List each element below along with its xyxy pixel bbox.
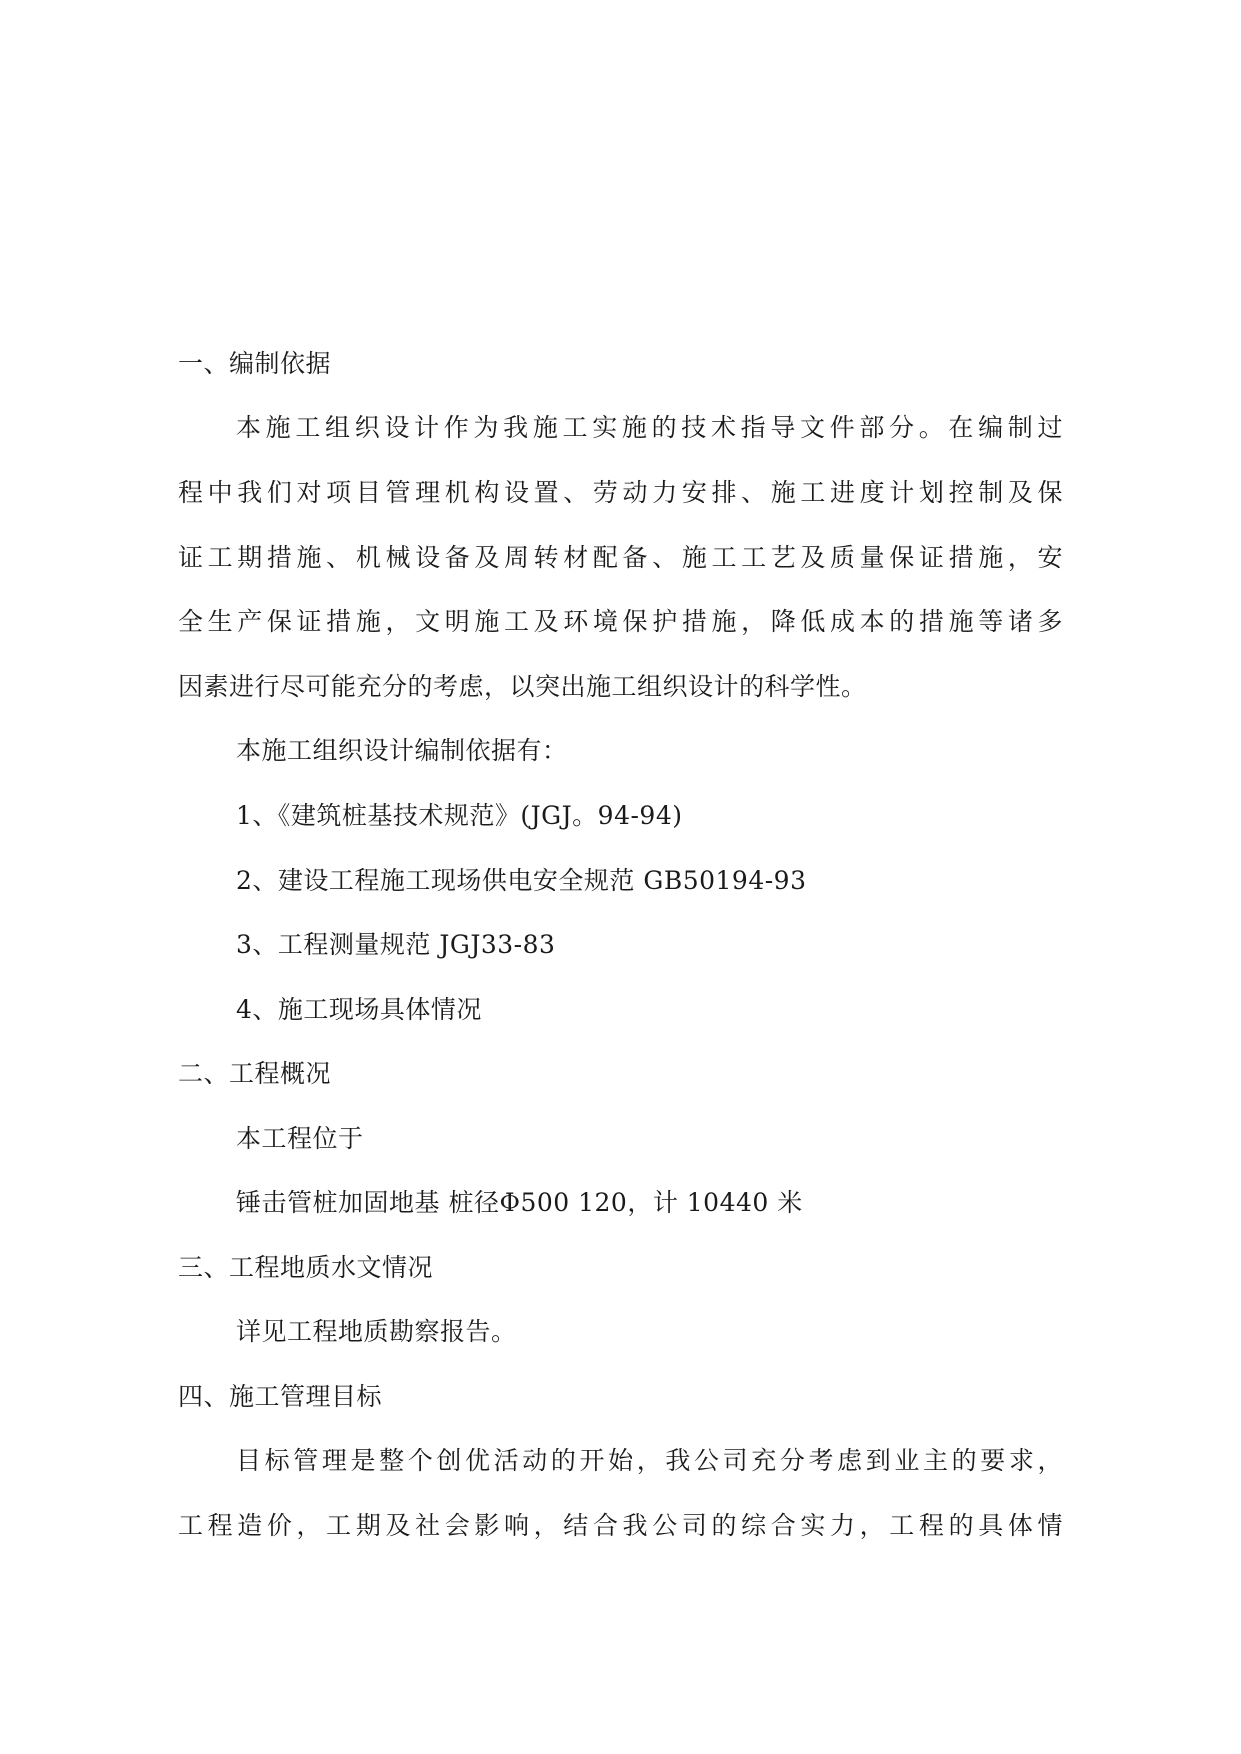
list-item: 2、建设工程施工现场供电安全规范 GB50194-93 bbox=[236, 866, 807, 895]
section-heading-3: 三、工程地质水文情况 bbox=[178, 1253, 434, 1282]
paragraph-line: 目标管理是整个创优活动的开始，我公司充分考虑到业主的要求， bbox=[236, 1446, 1063, 1475]
list-item: 3、工程测量规范 JGJ33-83 bbox=[236, 930, 556, 959]
paragraph-line: 详见工程地质勘察报告。 bbox=[236, 1317, 517, 1346]
paragraph-line: 本工程位于 bbox=[236, 1124, 364, 1153]
paragraph-line: 证工期措施、机械设备及周转材配备、施工工艺及质量保证措施，安 bbox=[178, 543, 1063, 572]
section-heading-2: 二、工程概况 bbox=[178, 1059, 332, 1088]
paragraph-line: 本施工组织设计作为我施工实施的技术指导文件部分。在编制过 bbox=[236, 413, 1063, 442]
paragraph-line: 程中我们对项目管理机构设置、劳动力安排、施工进度计划控制及保 bbox=[178, 478, 1063, 507]
paragraph-line: 锤击管桩加固地基 桩径Φ500 120，计 10440 米 bbox=[236, 1188, 803, 1217]
list-item: 4、施工现场具体情况 bbox=[236, 995, 482, 1024]
paragraph-line: 本施工组织设计编制依据有： bbox=[236, 736, 568, 765]
paragraph-line: 全生产保证措施，文明施工及环境保护措施，降低成本的措施等诸多 bbox=[178, 607, 1063, 636]
section-heading-1: 一、编制依据 bbox=[178, 349, 332, 378]
paragraph-line: 因素进行尽可能充分的考虑，以突出施工组织设计的科学性。 bbox=[178, 672, 867, 701]
paragraph-line: 工程造价，工期及社会影响，结合我公司的综合实力，工程的具体情 bbox=[178, 1511, 1063, 1540]
section-heading-4: 四、施工管理目标 bbox=[178, 1382, 383, 1411]
list-item: 1、《建筑桩基技术规范》(JGJ。94-94) bbox=[236, 801, 683, 830]
